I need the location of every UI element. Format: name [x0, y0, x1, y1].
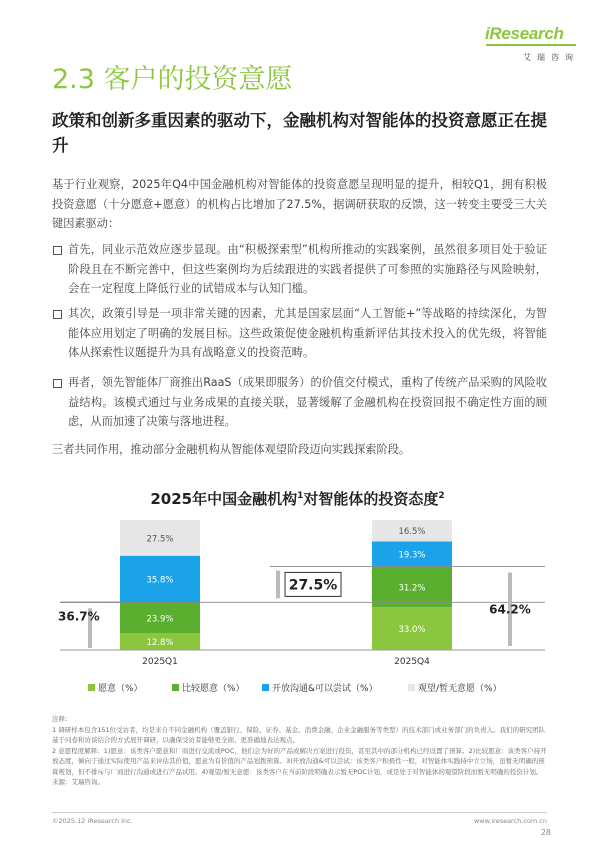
legend-label: 开放沟通&可以尝试（%）: [272, 684, 378, 694]
page-number: 28: [540, 828, 551, 837]
legend-label: 愿意（%）: [98, 684, 143, 694]
footer-copyright: ©2025.12 iResearch Inc.: [52, 817, 133, 825]
chart-title-rest: 对智能体的投资态度: [303, 490, 439, 508]
q1-total-label: 36.7%: [58, 609, 100, 624]
bar-value-label: 31.2%: [398, 583, 426, 594]
bar-value-label: 23.9%: [146, 614, 174, 625]
legend-swatch: [88, 684, 95, 691]
legend-label: 比较愿意（%）: [182, 684, 245, 694]
bullet-text: 其次，政策引导是一项非常关键的因素，尤其是国家层面“人工智能+”等战略的持续深化，为智能体应用划定了明确的发展目标。这些政策促使金融机构重新评估其技术投入的优先级，将智能体从探索性议题提升为具有战略意义的投资范畴。: [68, 307, 547, 359]
delta-label: 27.5%: [288, 577, 338, 594]
section-title: 2.3 客户的投资意愿: [52, 64, 293, 95]
legend-swatch: [172, 684, 179, 691]
x-axis-tick-label: 2025Q4: [394, 657, 430, 667]
bar-value-label: 12.8%: [146, 638, 174, 649]
legend-swatch: [408, 684, 415, 691]
footer-website: www.iresearch.com.cn: [473, 817, 547, 825]
notes-label: 注释：: [52, 715, 72, 723]
bar-value-label: 33.0%: [398, 625, 426, 636]
bullet-text: 再者，领先智能体厂商推出RaaS（成果即服务）的价值交付模式，重构了传统产品采购的风险收益结构。该模式通过与业务成果的直接关联，显著缓解了金融机构在投资回报不确定性方面的顾虑，从而加速了决策与落地进程。: [68, 376, 547, 428]
footer-divider: [52, 812, 547, 813]
chart-title-footnote-2: 2: [438, 491, 445, 501]
bullet-text: 首先，同业示范效应逐步显现。由“积极探索型”机构所推动的实践案例，虽然很多项目处于验证阶段且在不断完善中，但这些案例均为后续跟进的实践者提供了可参照的实施路径与风险映射，会在一定程度上降低行业的试错成本与认知门槛。: [68, 243, 547, 295]
note-2: 2 意愿程度解释：1)愿意：该类客户愿意和厂商进行交流或POC，他们会为好的产品或解决方案进行投资，甚至其中的部分机构已经设置了预算。2)比较愿意：该类客户持开放态度，倾向于通过实际使用产品来评估其价值，愿意为有价值的产品划拨预算。3)开放沟通&可以尝试：该类客户积极性一般，对智能体实践持中立立场，虽暂无明确的预算规划，但不排斥与厂商进行沟通或进行产品试用。4)观望/暂无意愿：该类客户在当前阶段明确表示暂无POC计划，或是处于对智能体的观望阶段而暂无明确的投资计划。: [52, 746, 547, 776]
intro-paragraph: 基于行业观察，2025年Q4中国金融机构对智能体的投资意愿呈现明显的提升，相较Q1，拥有积极投资意愿（十分愿意+愿意）的机构占比增加了27.5%，据调研获取的反馈，这一转变主要受三大关键因素驱动：: [52, 178, 547, 230]
x-axis-tick-label: 2025Q1: [142, 657, 178, 667]
bar-value-label: 35.8%: [146, 575, 174, 586]
legend-label: 观望/暂无意愿（%）: [418, 684, 502, 694]
subheading: 政策和创新多重因素的驱动下，金融机构对智能体的投资意愿正在提升: [52, 111, 547, 155]
bar-value-label: 27.5%: [146, 534, 174, 545]
q4-total-label: 64.2%: [489, 602, 531, 617]
note-source: 来源：艾瑞咨询。: [52, 778, 104, 786]
chart-title-main: 2025年中国金融机构: [150, 490, 298, 508]
note-1: 1 调研样本包含151位受访者，均是来自不同金融机构（覆盖银行、保险、证券、基金、消费金融、企业金融服务等类型）的技术部门或业务部门的负责人。我们的研究团队基于问卷和访谈结合的方式展开调研，以确保受访者能够更全面、更准确地表达观点。: [52, 725, 546, 744]
chart-title-footnote-1: 1: [297, 491, 304, 501]
logo-subtitle: 艾瑞咨询: [523, 53, 579, 62]
bar-value-label: 16.5%: [398, 527, 426, 538]
logo-text: iResearch: [485, 24, 564, 43]
bar-value-label: 19.3%: [398, 550, 426, 561]
footnotes: [52, 714, 547, 788]
conclusion-paragraph: 三者共同作用，推动部分金融机构从智能体观望阶段迈向实践探索阶段。: [52, 443, 411, 456]
legend-swatch: [262, 684, 269, 691]
